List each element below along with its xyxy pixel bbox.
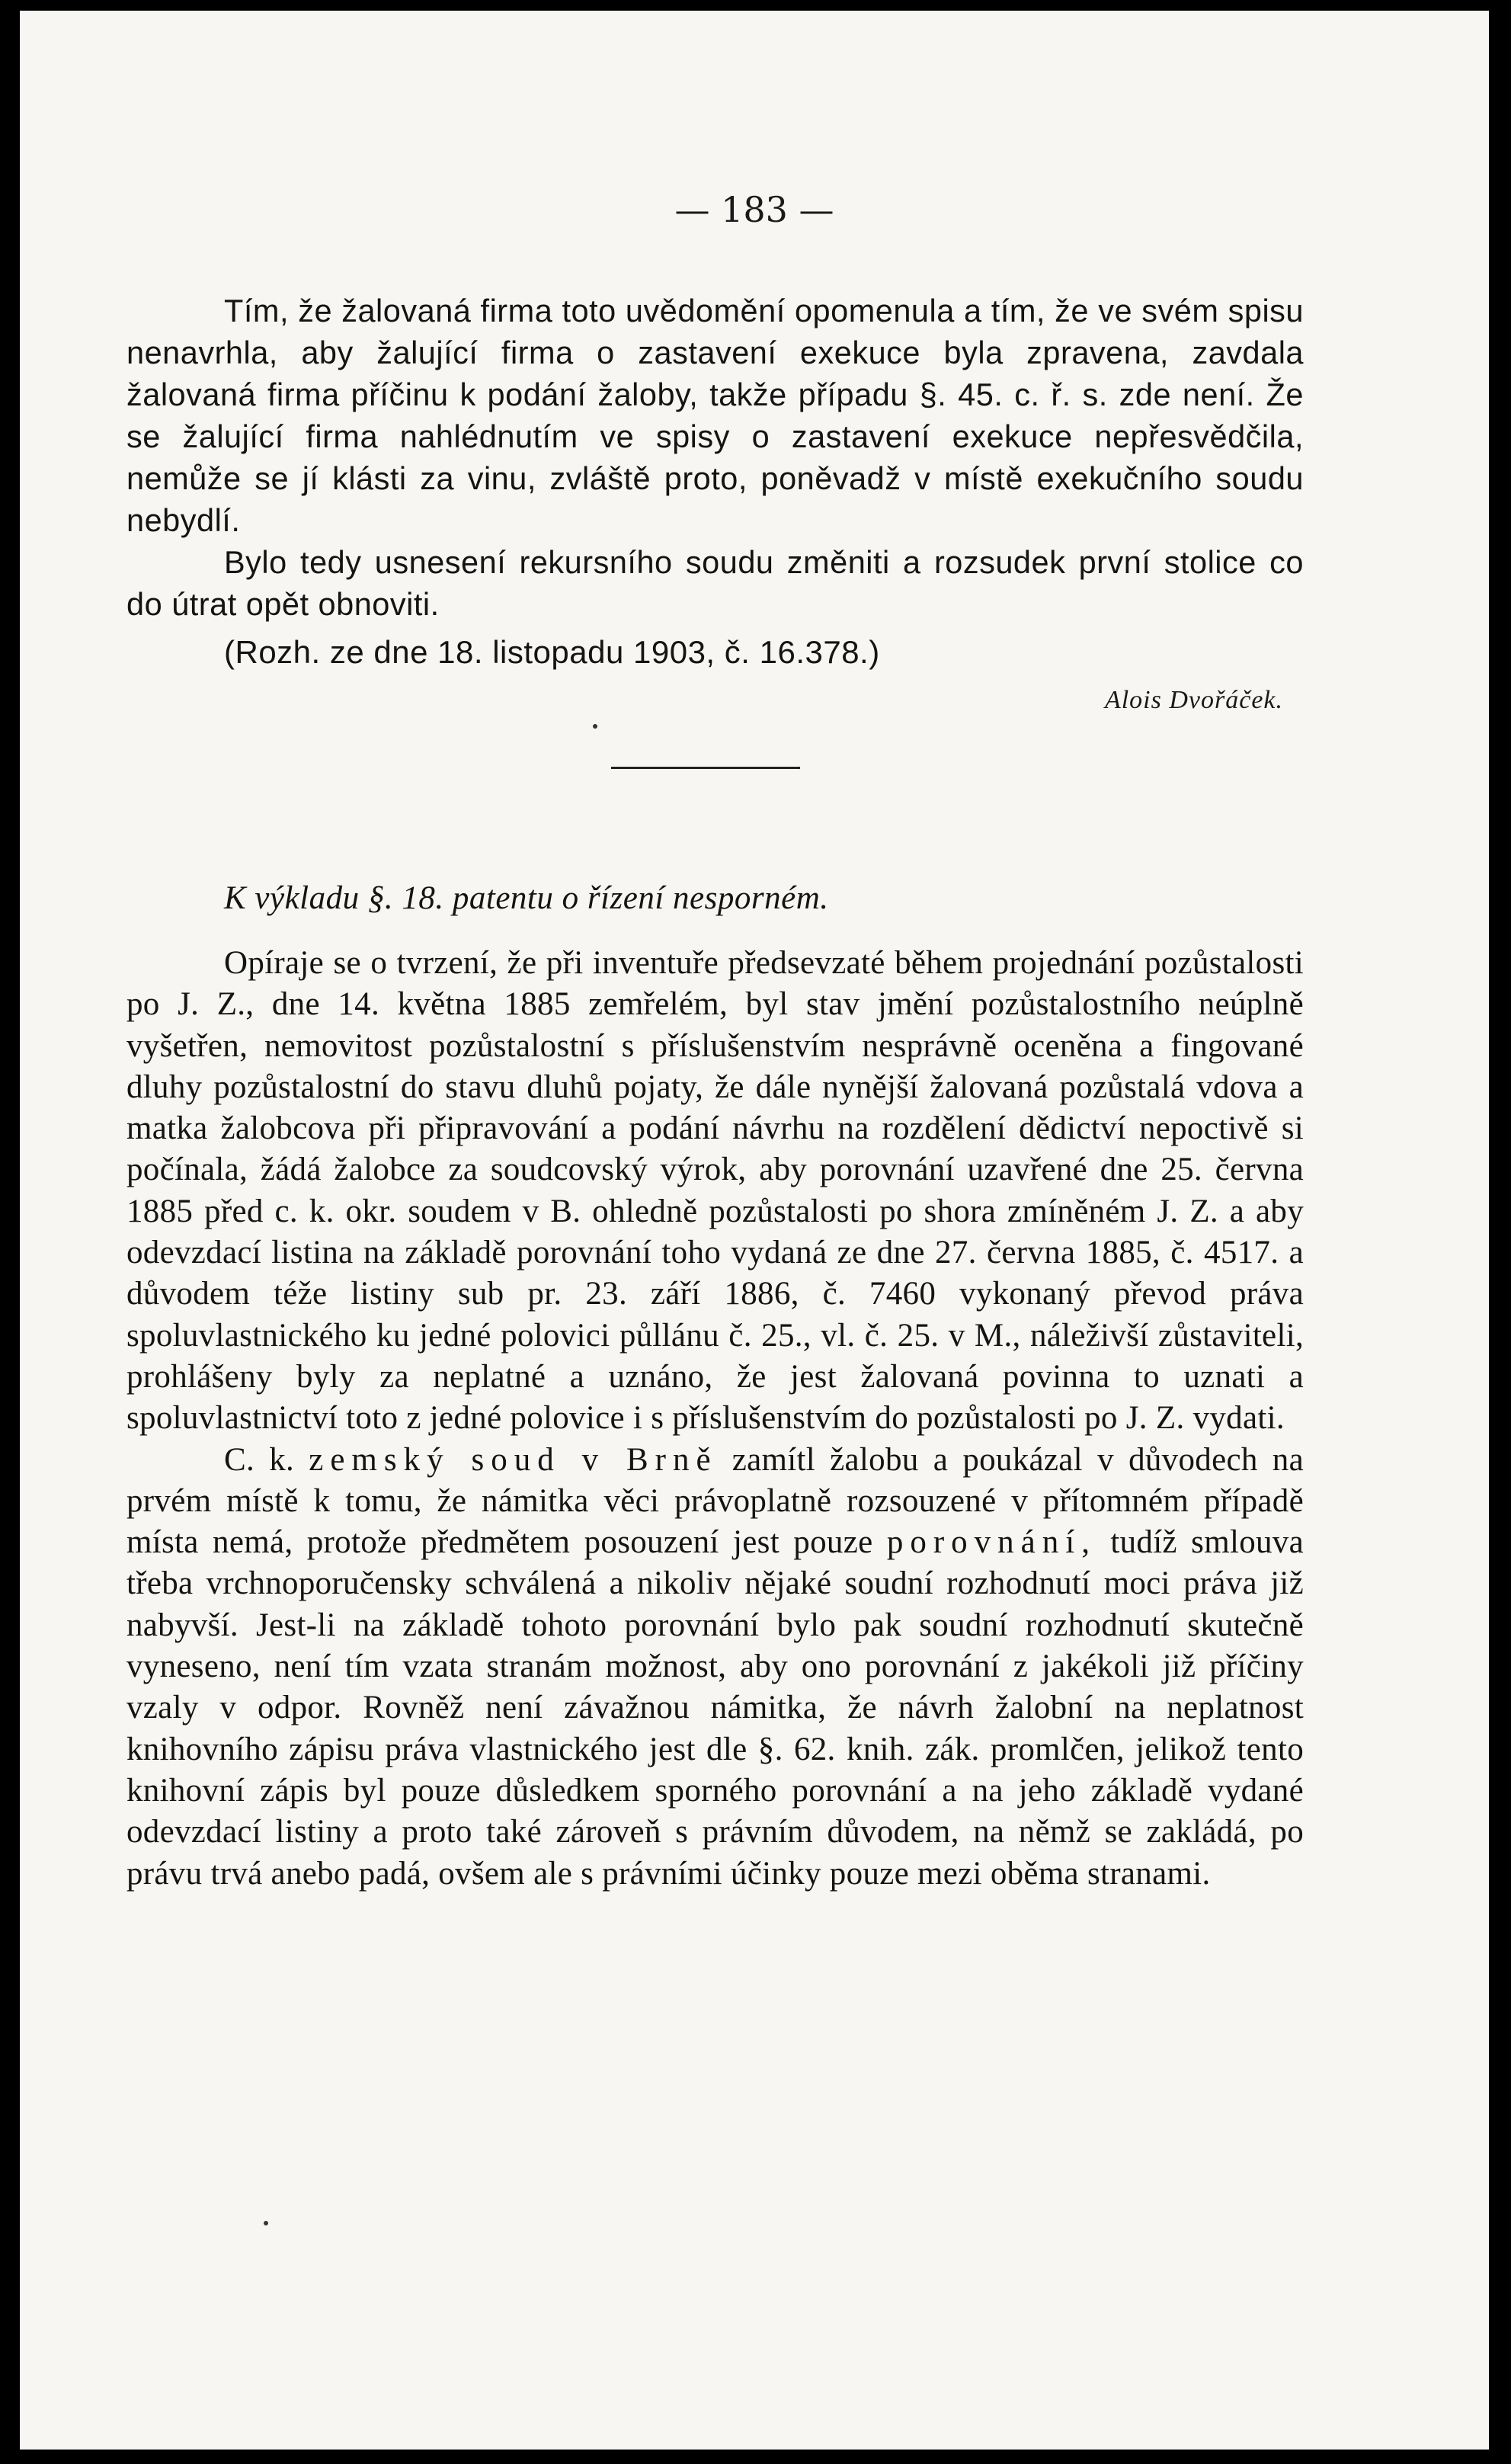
article-text-block [126, 943, 1304, 1895]
paragraph: Bylo tedy usnesení rekursního soudu změniti a rozsudek první stolice co do útrat opět obnoviti. [126, 544, 1304, 622]
decision-text-block [126, 290, 1304, 625]
text-run: tudíž smlouva třeba vrchnoporučensky schválená a nikoliv nějaké soudní rozhodnutí moci práva již nabyvší. Jest-li na základě tohoto porovnání bylo pak soudní rozhodnutí skutečně vyneseno, není tím vzata stranám možnost, aby ono porovnání z jakékoli již příčiny vzaly v odpor. Rovněž není závažnou námitka, že návrh žalobní na neplatnost knihovního zápisu práva vlastnického jest dle §. 62. knih. zák. promlčen, jelikož tento knihovní zápis byl pouze důsledkem sporného porovnání a na jeho základě vydané odevzdací listiny a proto také zároveň s právním důvodem, na němž se zakládá, po právu trvá anebo padá, ovšem ale s právními účinky pouze mezi oběma stranami. [126, 1524, 1304, 1892]
page-number: — 183 — [674, 189, 834, 230]
paragraph: Opíraje se o tvrzení, že při inventuře předsevzaté během projednání pozůstalosti po J. Z., dne 14. května 1885 zemřelém, byl stav jmění pozůstalostního neúplně vyšetřen, nemovitost pozůstalostní s příslušenstvím nesprávně oceněna a fingované dluhy pozůstalostní do stavu dluhů pojaty, že dále nynější žalovaná pozůstalá vdova a matka žalobcova při připravování a podání návrhu na rozdělení dědictví nepoctivě si počínala, žádá žalobce za soudcovský výrok, aby porovnání uzavřené dne 25. června 1885 před c. k. okr. soudem v B. ohledně pozůstalosti po shora zmíněném J. Z. a aby odevzdací listina na základě porovnání toho vydaná ze dne 27. června 1885, č. 4517. a důvodem téže listiny sub pr. 23. září 1886, č. 7460 vykonaný převod práva spoluvlastnického ku jedné polovici půllánu č. 25., vl. č. 25. v M., náleživší zůstaviteli, prohlášeny byly za neplatné a uznáno, že jest žalovaná povinna to uznati a spoluvlastnictví toto z jedné polovice i s příslušenstvím do pozůstalosti po J. Z. vydati. [126, 945, 1304, 1437]
paragraph: Tím, že žalovaná firma toto uvědomění opomenula a tím, že ve svém spisu nenavrhla, aby žalující firma o zastavení exekuce byla zpravena, zavdala žalovaná firma příčinu k podání žaloby, takže případu §. 45. c. ř. s. zde není. Že se žalující firma nahlédnutím ve spisy o zastavení exekuce nepřesvědčila, nemůže se jí klásti za vinu, zvláště proto, poněvadž v místě exekučního soudu nebydlí. [126, 293, 1304, 538]
paragraph [126, 1440, 1304, 1895]
decision-citation: (Rozh. ze dne 18. listopadu 1903, č. 16.378.) [224, 634, 880, 670]
text-run: C. k. [224, 1441, 295, 1478]
book-page [20, 11, 1489, 2450]
section-divider [611, 767, 800, 769]
section-heading: K výkladu §. 18. patentu o řízení nesporném. [224, 880, 829, 916]
emphasis-spaced: porovnání, [886, 1524, 1096, 1561]
text-run: zamítl žalobu a poukázal v důvodech na prvém místě k tomu, že námitka věci právoplatně rozsouzené v přítomném případě místa nemá, protože předmětem posouzení jest pouze [126, 1441, 1304, 1561]
author-signature: Alois Dvořáček. [1104, 686, 1283, 714]
print-speck [264, 2221, 268, 2225]
print-speck [593, 724, 597, 729]
court-name-spaced: zemský soud v Brně [309, 1441, 718, 1478]
